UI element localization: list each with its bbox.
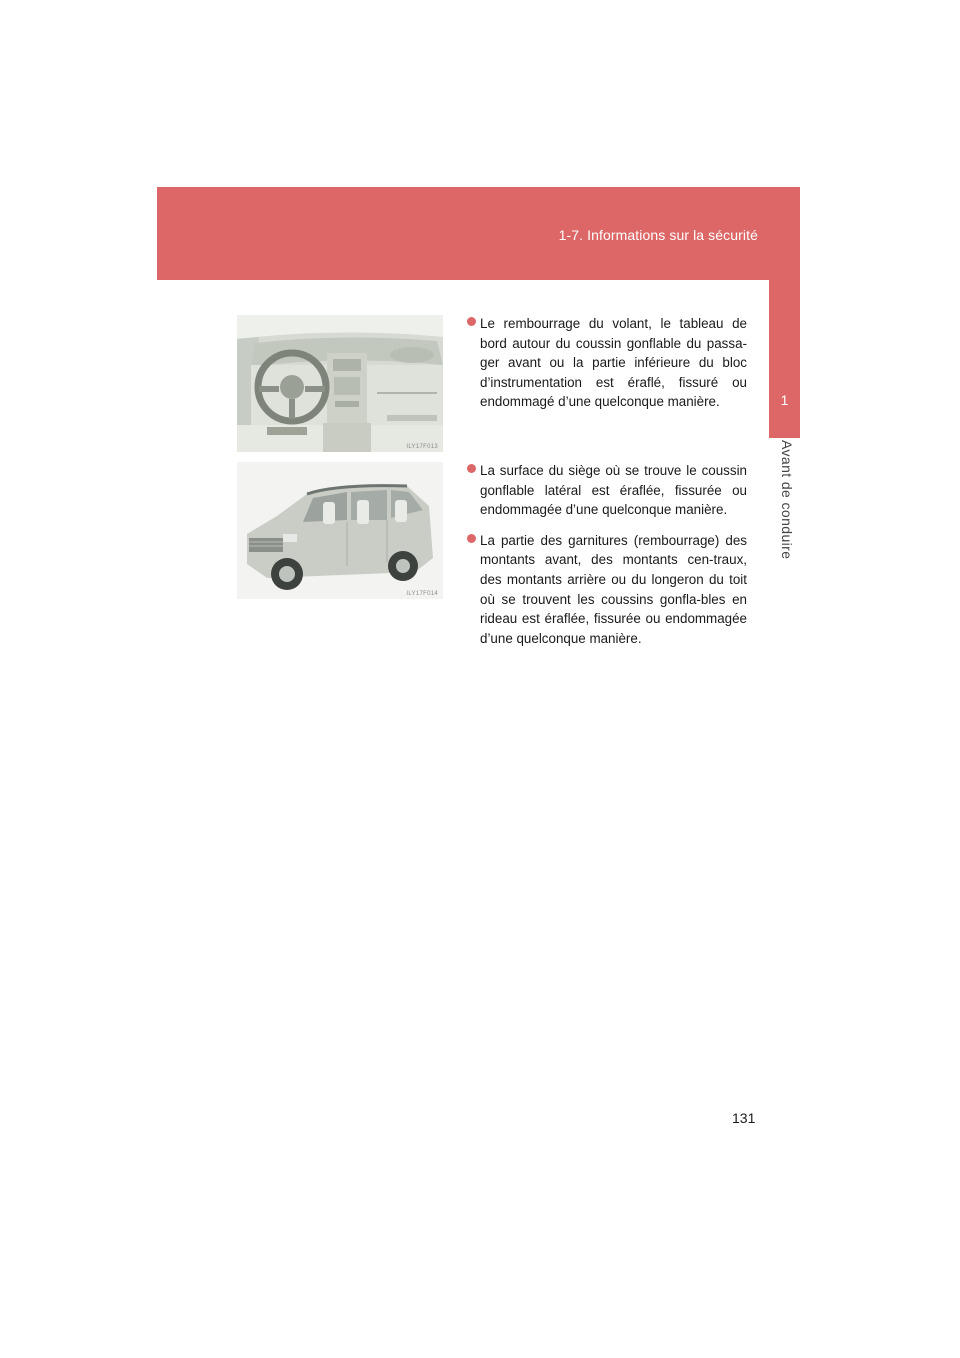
bullet-dot-icon xyxy=(467,317,476,326)
bullet-list-1 xyxy=(467,314,747,423)
chapter-label: Avant de conduire xyxy=(779,440,795,560)
list-item: La surface du siège où se trouve le coussin gonflable latéral est éraflée, fissurée ou endommagée d’une quelconque manière. xyxy=(467,461,747,520)
bullet-dot-icon xyxy=(467,534,476,543)
list-item: La partie des garnitures (rembourrage) des montants avant, des montants cen-traux, des montants arrière ou du longeron du toit où se trouvent les coussins gonfla-bles en rideau est éraflée, fissurée ou endommagée d’une quelconque manière. xyxy=(467,531,747,649)
suv-figure xyxy=(237,462,443,599)
dashboard-figure xyxy=(237,315,443,452)
section-title: 1-7. Informations sur la sécurité xyxy=(558,227,758,243)
chapter-tab xyxy=(769,280,800,438)
bullet-list-2 xyxy=(467,461,747,659)
list-item: Le rembourrage du volant, le tableau de bord autour du coussin gonflable du passa-ger avant ou la partie inférieure du bloc d’instrumentation est éraflé, fissuré ou endommagé d’une quelconque manière. xyxy=(467,314,747,412)
suv-side-airbags-illustration xyxy=(237,462,443,599)
figure-code: ILY17F013 xyxy=(406,444,438,450)
page-number: 131 xyxy=(732,1110,756,1126)
chapter-number: 1 xyxy=(780,392,789,408)
bullet-dot-icon xyxy=(467,464,476,473)
header-band xyxy=(157,187,800,280)
figure-code: ILY17F014 xyxy=(406,591,438,597)
dashboard-interior-illustration xyxy=(237,315,443,452)
